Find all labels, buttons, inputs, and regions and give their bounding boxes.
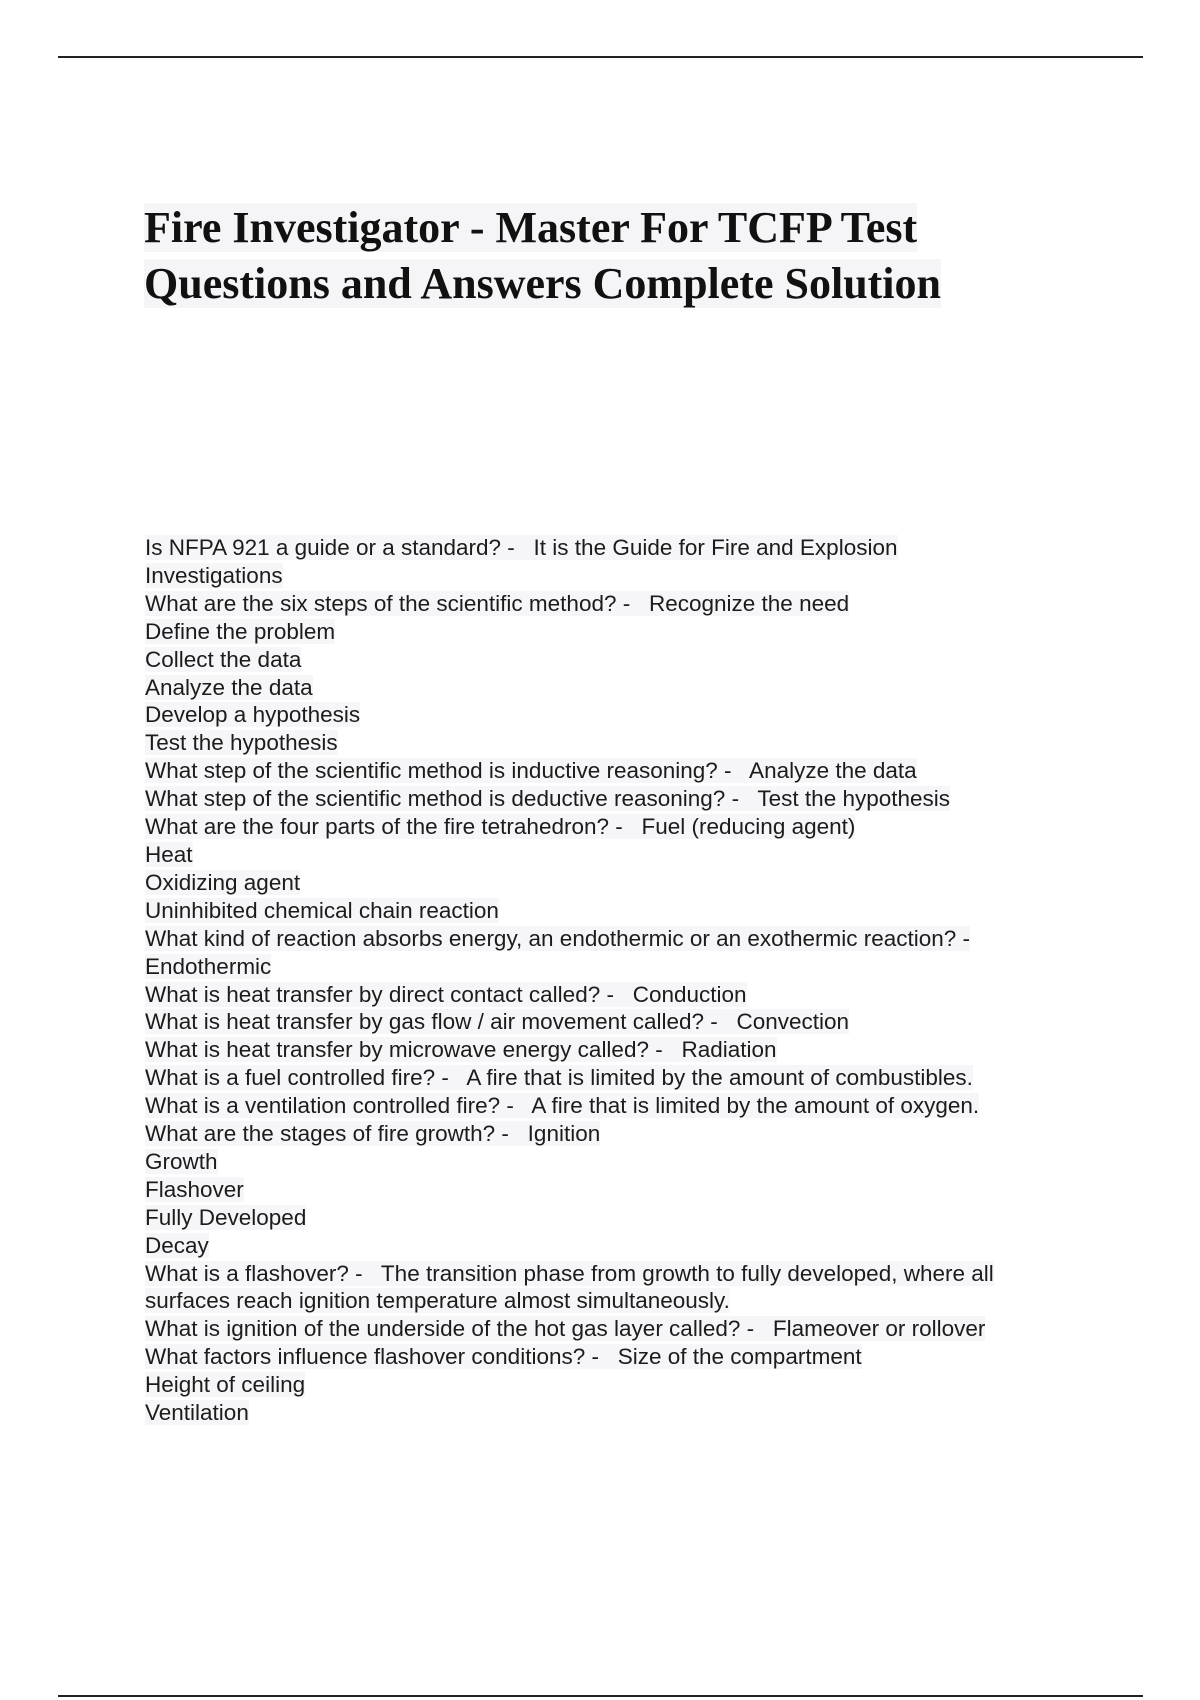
text-line: surfaces reach ignition temperature almost simultaneously.: [145, 1288, 730, 1314]
qa-body: [145, 534, 1085, 1427]
text-line: What step of the scientific method is deductive reasoning? - Test the hypothesis: [145, 786, 951, 812]
text-line: What are the six steps of the scientific method? - Recognize the need: [145, 590, 850, 616]
text-line: What is heat transfer by gas flow / air movement called? - Convection: [145, 1009, 850, 1035]
header-rule: [58, 56, 1143, 58]
text-line: What kind of reaction absorbs energy, an endothermic or an exothermic reaction? -: [145, 925, 971, 951]
footer-rule: [58, 1695, 1143, 1697]
text-line: Fully Developed: [145, 1204, 307, 1230]
text-line: What is heat transfer by direct contact called? - Conduction: [145, 981, 747, 1007]
text-line: What are the four parts of the fire tetrahedron? - Fuel (reducing agent): [145, 814, 856, 840]
text-line: What is a flashover? - The transition phase from growth to fully developed, where all: [145, 1260, 994, 1286]
text-line: Is NFPA 921 a guide or a standard? - It is the Guide for Fire and Explosion: [145, 535, 898, 560]
text-line: Collect the data: [145, 646, 302, 672]
text-line: What step of the scientific method is inductive reasoning? - Analyze the data: [145, 758, 917, 784]
text-line: Investigations: [145, 562, 283, 588]
title-line-1: Fire Investigator - Master For TCFP Test: [144, 203, 918, 252]
text-line: Decay: [145, 1232, 209, 1258]
text-line: What are the stages of fire growth? - Ignition: [145, 1121, 601, 1147]
text-line: Develop a hypothesis: [145, 702, 361, 728]
text-line: What is a fuel controlled fire? - A fire that is limited by the amount of combustibles.: [145, 1065, 973, 1091]
text-line: Endothermic: [145, 953, 272, 979]
text-line: Flashover: [145, 1176, 244, 1202]
text-line: Analyze the data: [145, 674, 313, 700]
text-line: Oxidizing agent: [145, 869, 301, 895]
text-line: Define the problem: [145, 618, 336, 644]
text-line: What factors influence flashover conditions? - Size of the compartment: [145, 1344, 862, 1370]
title-line-2: Questions and Answers Complete Solution: [144, 259, 942, 308]
text-line: What is heat transfer by microwave energy called? - Radiation: [145, 1037, 777, 1063]
text-line: Height of ceiling: [145, 1372, 306, 1398]
document-title: [144, 200, 1094, 312]
text-line: What is ignition of the underside of the hot gas layer called? - Flameover or rollover: [145, 1316, 986, 1342]
text-line: What is a ventilation controlled fire? - A fire that is limited by the amount of oxygen.: [145, 1093, 980, 1119]
text-line: Heat: [145, 841, 193, 867]
text-line: Ventilation: [145, 1400, 249, 1426]
text-line: Test the hypothesis: [145, 730, 338, 756]
text-line: Growth: [145, 1148, 218, 1174]
text-line: Uninhibited chemical chain reaction: [145, 897, 499, 923]
